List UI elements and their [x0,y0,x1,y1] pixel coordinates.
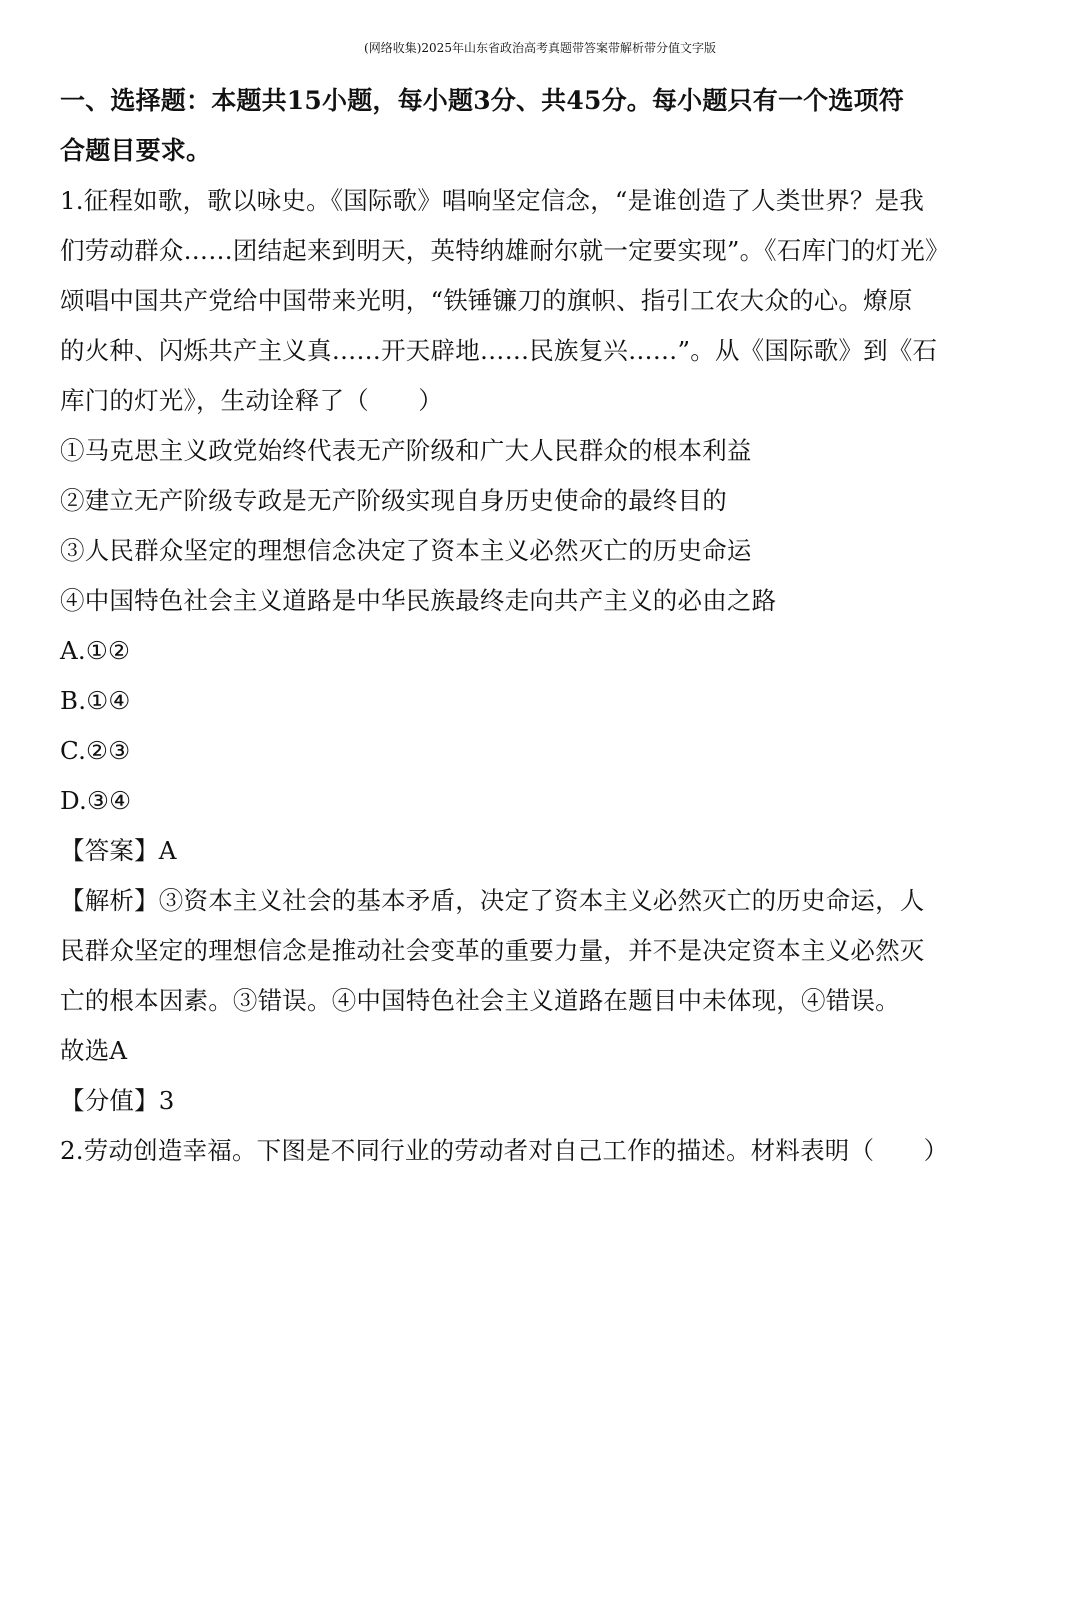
question-2-stem: 2.劳动创造幸福。下图是不同行业的劳动者对自己工作的描述。材料表明（ ） [60,1136,949,1165]
question-1-analysis-line-2: 民群众坚定的理想信念是推动社会变革的重要力量，并不是决定资本主义必然灭 [60,936,925,965]
question-1-stem-line-3: 颂唱中国共产党给中国带来光明，“铁锤镰刀的旗帜、指引工农大众的心。燎原 [60,286,913,315]
section-heading-line-2: 合题目要求。 [60,136,212,165]
section-heading-line-1: 一、选择题：本题共15小题，每小题3分、共45分。每小题只有一个选项符 [60,86,904,115]
question-1-analysis-line-4: 故选A [60,1036,128,1065]
question-1-option-d: D.③④ [60,786,132,815]
question-1-analysis-line-3: 亡的根本因素。③错误。④中国特色社会主义道路在题目中未体现，④错误。 [60,986,900,1015]
document-title: (网络收集)2025年山东省政治高考真题带答案带解析带分值文字版 [364,41,716,55]
question-1-stem-line-1: 1.征程如歌，歌以咏史。《国际歌》唱响坚定信念，“是谁创造了人类世界？是我 [60,186,925,215]
question-1-statement-1: ①马克思主义政党始终代表无产阶级和广大人民群众的根本利益 [60,436,752,465]
question-1-analysis-line-1: 【解析】③资本主义社会的基本矛盾，决定了资本主义必然灭亡的历史命运，人 [60,886,925,915]
question-1-statement-2: ②建立无产阶级专政是无产阶级实现自身历史使命的最终目的 [60,486,727,515]
question-1-score: 【分值】3 [60,1086,175,1115]
question-1-stem-line-4: 的火种、闪烁共产主义真……开天辟地……民族复兴……”。从《国际歌》到《石 [60,336,938,365]
question-1-answer: 【答案】A [60,836,177,865]
question-1-option-c: C.②③ [60,736,131,765]
question-1-statement-4: ④中国特色社会主义道路是中华民族最终走向共产主义的必由之路 [60,586,777,615]
question-1-statement-3: ③人民群众坚定的理想信念决定了资本主义必然灭亡的历史命运 [60,536,752,565]
question-1-stem-line-5: 库门的灯光》，生动诠释了（ ） [60,386,443,415]
question-1-option-b: B.①④ [60,686,131,715]
question-1-option-a: A.①② [60,636,131,665]
question-1-stem-line-2: 们劳动群众……团结起来到明天，英特纳雄耐尔就一定要实现”。《石库门的灯光》 [60,236,950,265]
